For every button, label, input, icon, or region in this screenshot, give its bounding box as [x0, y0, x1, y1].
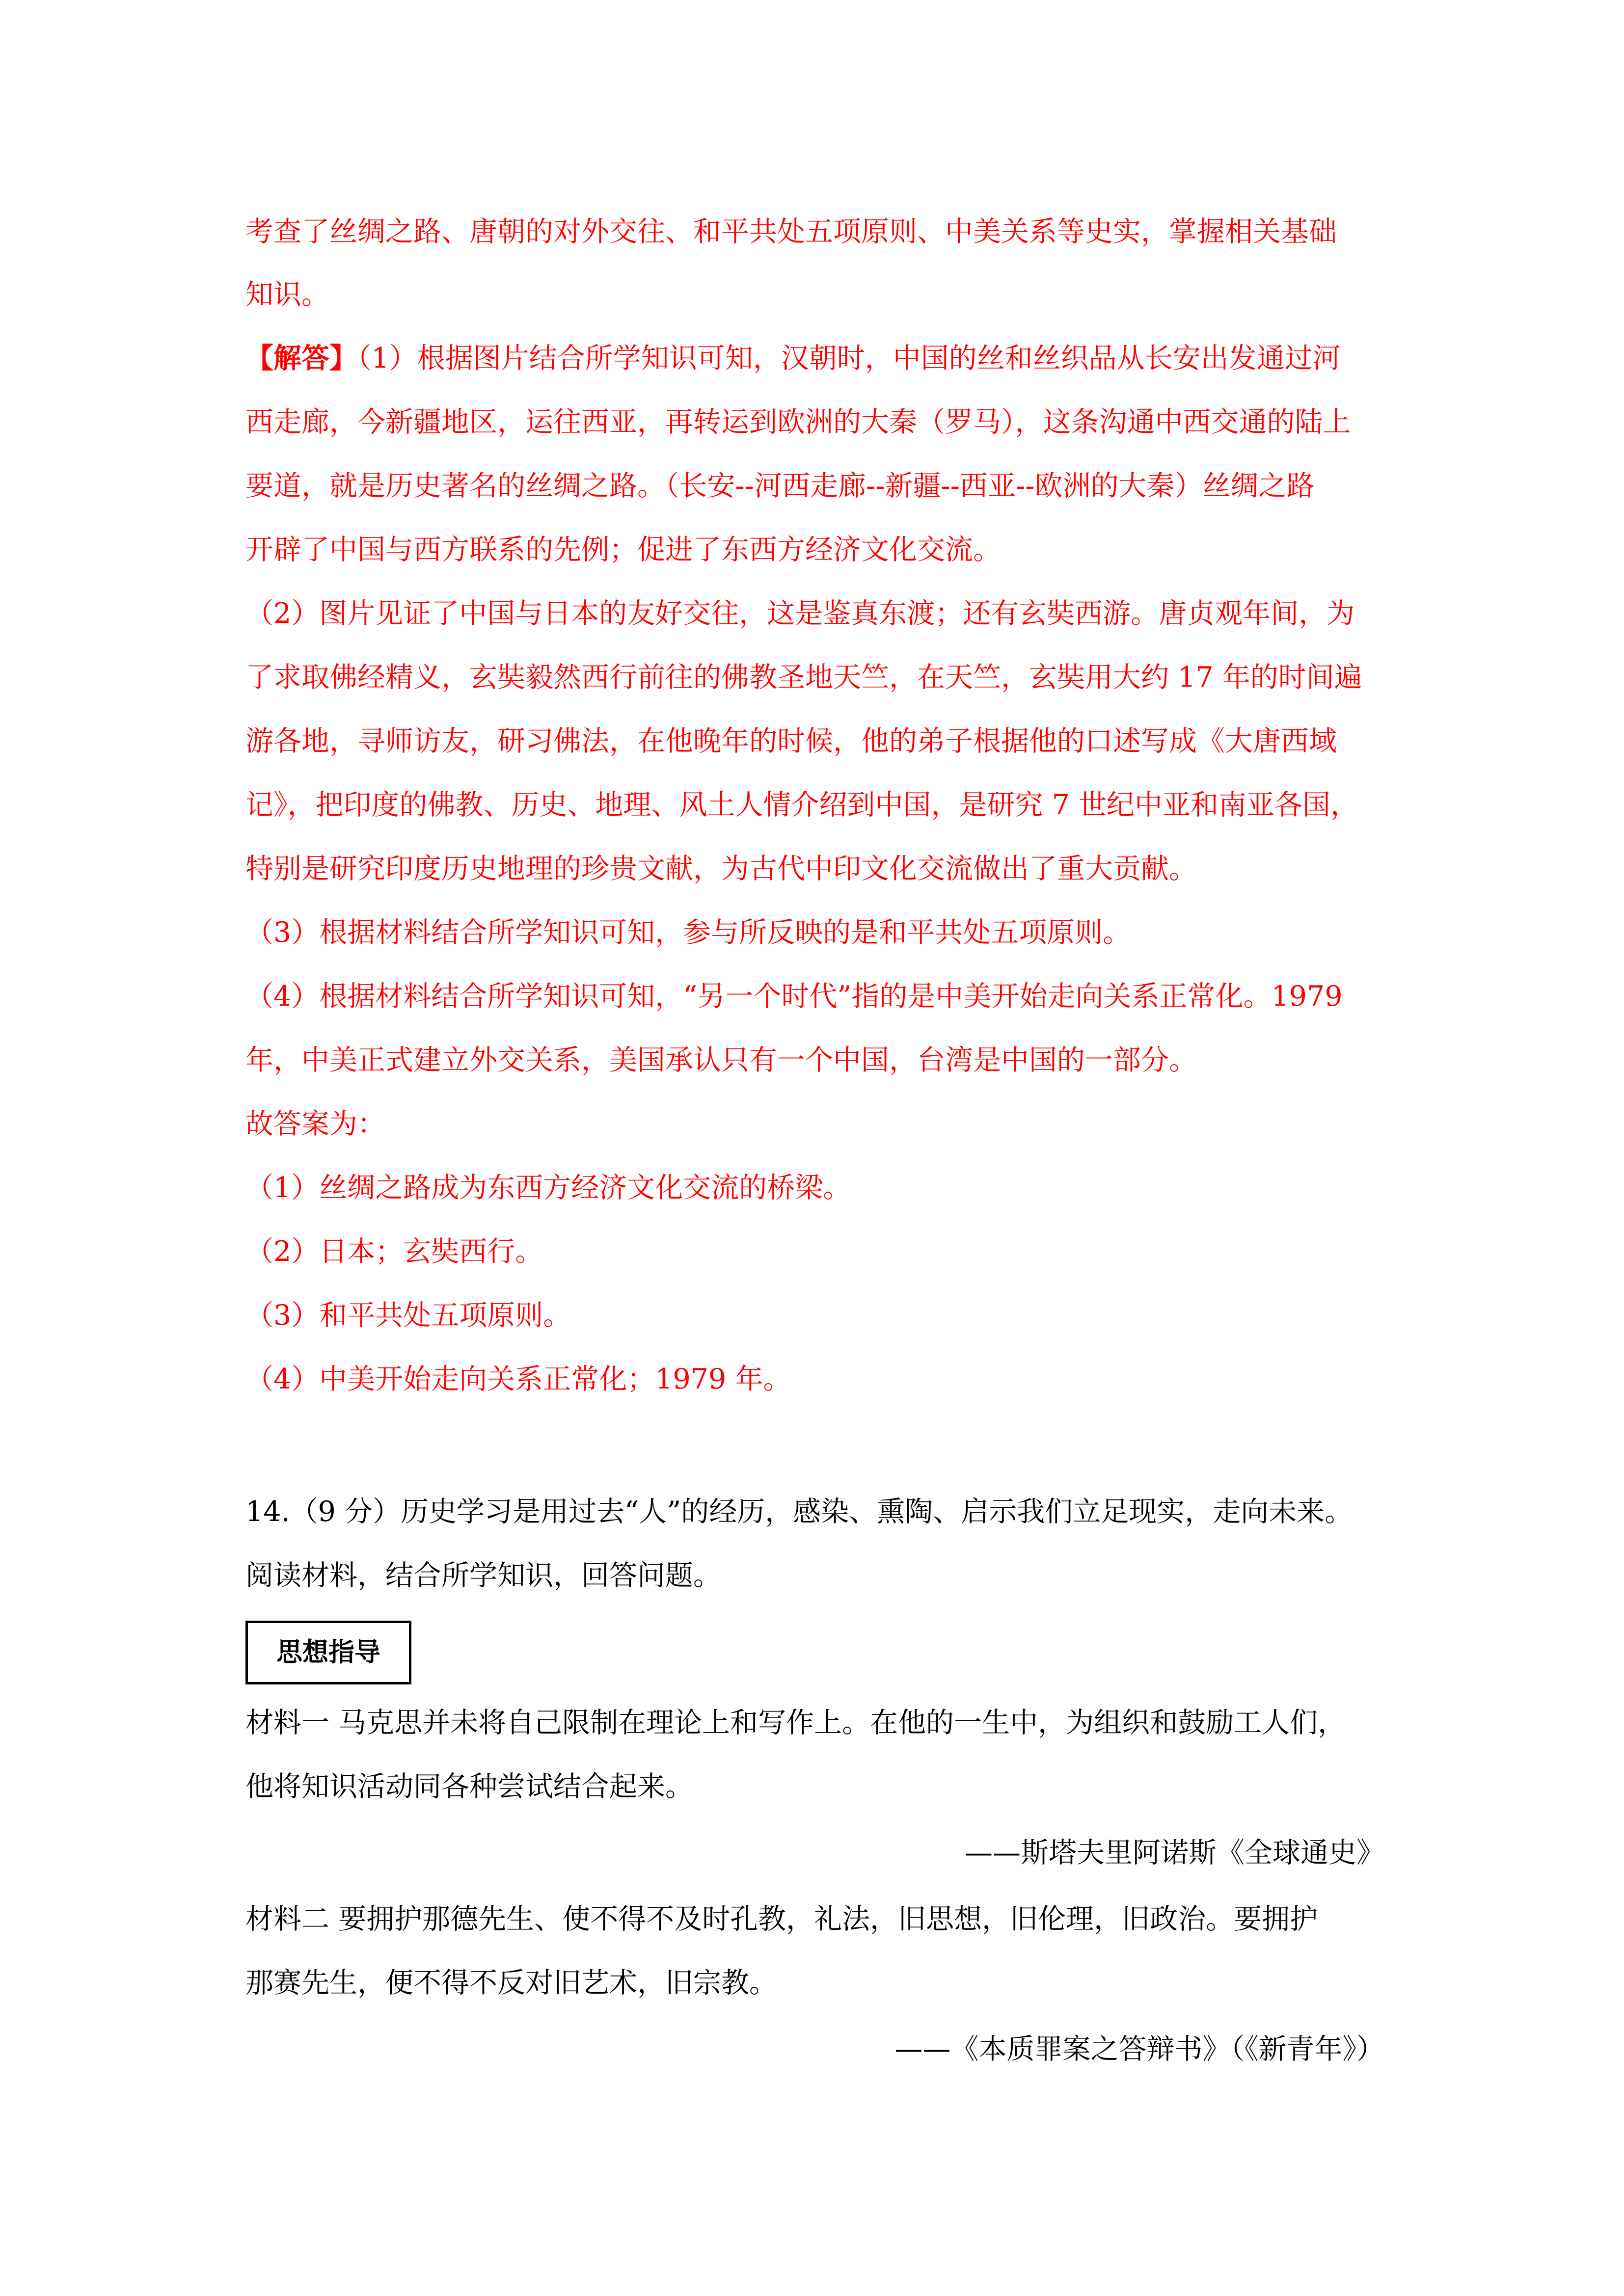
result-line-4: （4）中美开始走向关系正常化；1979 年。: [245, 1363, 791, 1395]
conclusion-label: 故答案为：: [245, 1108, 385, 1140]
answer-line-3: 要道，就是历史著名的丝绸之路。（长安--河西走廊--新疆--西亚--欧洲的大秦）丝绸之路: [245, 470, 1315, 502]
answer-line-5: （2）图片见证了中国与日本的友好交往，这是鉴真东渡；还有玄奘西游。唐贞观年间，为: [245, 597, 1355, 630]
material2-line-1: 材料二 要拥护那德先生、使不得不及时孔教，礼法，旧思想，旧伦理，旧政治。要拥护: [245, 1903, 1318, 1935]
answer-line-8: 记》，把印度的佛教、历史、地理、风土人情介绍到中国，是研究 7 世纪中亚和南亚各国，: [245, 789, 1358, 821]
material2-line-2: 那赛先生，便不得不反对旧艺术，旧宗教。: [245, 1967, 777, 1999]
material2-source: ——《本质罪案之答辩书》（《新青年》）: [894, 2033, 1384, 2065]
material1-line-1: 材料一 马克思并未将自己限制在理论上和写作上。在他的一生中，为组织和鼓励工人们，: [245, 1707, 1346, 1739]
answer-line-9: 特别是研究印度历史地理的珍贵文献，为古代中印文化交流做出了重大贡献。: [245, 853, 1197, 885]
result-line-3: （3）和平共处五项原则。: [245, 1299, 571, 1332]
result-line-1: （1）丝绸之路成为东西方经济文化交流的桥梁。: [245, 1172, 851, 1204]
material1-line-2: 他将知识活动同各种尝试结合起来。: [245, 1770, 693, 1803]
material1-source: ——斯塔夫里阿诺斯《全球通史》: [965, 1837, 1384, 1869]
answer-heading: 【解答】: [245, 342, 357, 374]
answer-line-6: 了求取佛经精义，玄奘毅然西行前往的佛教圣地天竺，在天竺，玄奘用大约 17 年的时间遍: [245, 661, 1362, 694]
question14-line-1: 14.（9 分）历史学习是用过去“人”的经历，感染、熏陶、启示我们立足现实，走向未来。: [245, 1495, 1353, 1528]
answer-line-7: 游各地，寻师访友，研习佛法，在他晚年的时候，他的弟子根据他的口述写成《大唐西域: [245, 725, 1337, 757]
answer-line-12: 年，中美正式建立外交关系，美国承认只有一个中国，台湾是中国的一部分。: [245, 1044, 1197, 1076]
answer-text: （1）根据图片结合所学知识可知，汉朝时，中国的丝和丝织品从长安出发通过河: [357, 342, 1341, 374]
question14-line-2: 阅读材料，结合所学知识，回答问题。: [245, 1559, 721, 1592]
answer-line-4: 开辟了中国与西方联系的先例；促进了东西方经济文化交流。: [245, 534, 1001, 566]
answer-line-10: （3）根据材料结合所学知识可知，参与所反映的是和平共处五项原则。: [245, 916, 1131, 949]
analysis-line-1: 考查了丝绸之路、唐朝的对外交往、和平共处五项原则、中美关系等史实，掌握相关基础: [245, 215, 1337, 248]
result-line-2: （2）日本；玄奘西行。: [245, 1235, 543, 1268]
answer-line-1: [245, 339, 1384, 378]
section-box-label: 思想指导: [245, 1621, 411, 1684]
answer-line-2: 西走廊，今新疆地区，运往西亚，再转运到欧洲的大秦（罗马），这条沟通中西交通的陆上: [245, 406, 1351, 438]
analysis-line-2: 知识。: [245, 278, 329, 311]
answer-line-11: （4）根据材料结合所学知识可知，“另一个时代”指的是中美开始走向关系正常化。1979: [245, 980, 1343, 1013]
